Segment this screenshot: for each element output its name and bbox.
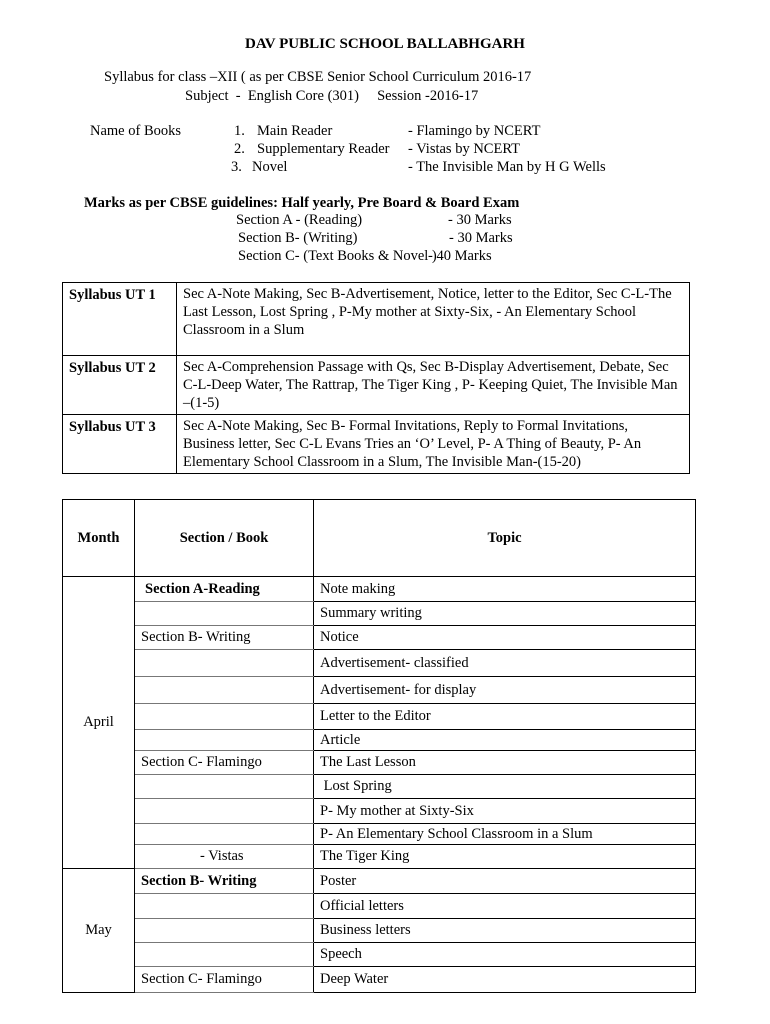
section-cell: Section B- Writing <box>135 869 314 894</box>
schedule-row <box>63 577 696 602</box>
topic-cell: Advertisement- for display <box>314 677 696 704</box>
topic-column-header: Topic <box>314 500 696 577</box>
topic-cell: The Last Lesson <box>314 751 696 775</box>
unit-test-topics: Sec A-Note Making, Sec B- Formal Invitations, Reply to Formal Invitations, Business letter, Sec C-L Evans Tries an ‘O’ Level, P- A Thing of Beauty, P- An Elementary School Classroom in a Slum, The Invisible Man-(15-20) <box>177 415 690 474</box>
marks-section-value: - 30 Marks <box>448 212 512 228</box>
syllabus-line: Syllabus for class –XII ( as per CBSE Senior School Curriculum 2016-17 <box>104 69 532 85</box>
unit-test-label: Syllabus UT 3 <box>63 415 177 474</box>
unit-test-row <box>63 283 690 356</box>
schedule-row <box>63 602 696 626</box>
section-cell <box>135 602 314 626</box>
books-label: Name of Books <box>90 123 182 139</box>
schedule-row <box>63 799 696 824</box>
section-cell <box>135 677 314 704</box>
topic-cell: Letter to the Editor <box>314 704 696 730</box>
marks-section-name: Section A - (Reading) <box>236 212 363 228</box>
topic-cell: Deep Water <box>314 967 696 993</box>
topic-cell: Summary writing <box>314 602 696 626</box>
topic-cell: Lost Spring <box>314 775 696 799</box>
schedule-row <box>63 869 696 894</box>
topic-cell: P- An Elementary School Classroom in a Slum <box>314 824 696 845</box>
unit-test-row <box>63 356 690 415</box>
unit-test-label: Syllabus UT 2 <box>63 356 177 415</box>
section-cell: Section C- Flamingo <box>135 751 314 775</box>
topic-cell: Poster <box>314 869 696 894</box>
section-cell <box>135 704 314 730</box>
book-detail: - The Invisible Man by H G Wells <box>408 159 606 175</box>
section-cell <box>135 824 314 845</box>
unit-test-label: Syllabus UT 1 <box>63 283 177 356</box>
topic-cell: Speech <box>314 943 696 967</box>
schedule-row <box>63 650 696 677</box>
section-cell <box>135 799 314 824</box>
book-number: 1. <box>234 123 245 139</box>
schedule-row <box>63 626 696 650</box>
schedule-row <box>63 751 696 775</box>
schedule-row <box>63 919 696 943</box>
topic-cell: Notice <box>314 626 696 650</box>
section-cell: Section A-Reading <box>135 577 314 602</box>
unit-test-topics: Sec A-Comprehension Passage with Qs, Sec B-Display Advertisement, Debate, Sec C-L-Deep Water, The Rattrap, The Tiger King , P- Keeping Quiet, The Invisible Man –(1-5) <box>177 356 690 415</box>
section-cell <box>135 919 314 943</box>
unit-test-row <box>63 415 690 474</box>
school-title: DAV PUBLIC SCHOOL BALLABHGARH <box>245 36 525 52</box>
unit-test-syllabus-table <box>62 282 690 474</box>
book-number: 2. <box>234 141 245 157</box>
subject-line: Subject - English Core (301) Session -2016-17 <box>185 88 479 104</box>
marks-section-value: - 40 Marks <box>428 248 492 264</box>
topic-cell: Article <box>314 730 696 751</box>
schedule-row <box>63 775 696 799</box>
topic-cell: Business letters <box>314 919 696 943</box>
schedule-row <box>63 845 696 869</box>
marks-section-value: - 30 Marks <box>449 230 513 246</box>
topic-cell: The Tiger King <box>314 845 696 869</box>
unit-test-topics: Sec A-Note Making, Sec B-Advertisement, Notice, letter to the Editor, Sec C-L-The Last Lesson, Lost Spring , P-My mother at Sixty-Six, - An Elementary School Classroom in a Slum <box>177 283 690 356</box>
section-cell <box>135 730 314 751</box>
section-cell: Section B- Writing <box>135 626 314 650</box>
topic-cell: Note making <box>314 577 696 602</box>
month-column-header: Month <box>63 500 135 577</box>
monthly-schedule-table <box>62 499 696 993</box>
month-cell-april: April <box>63 577 135 869</box>
topic-cell: P- My mother at Sixty-Six <box>314 799 696 824</box>
schedule-row <box>63 730 696 751</box>
schedule-row <box>63 704 696 730</box>
section-cell: Section C- Flamingo <box>135 967 314 993</box>
schedule-row <box>63 967 696 993</box>
section-cell <box>135 650 314 677</box>
schedule-header-row <box>63 500 696 577</box>
book-name: Supplementary Reader <box>257 141 390 157</box>
section-cell <box>135 775 314 799</box>
section-cell: - Vistas <box>135 845 314 869</box>
schedule-row <box>63 943 696 967</box>
marks-section-name: Section B- (Writing) <box>238 230 358 246</box>
topic-cell: Advertisement- classified <box>314 650 696 677</box>
schedule-row <box>63 677 696 704</box>
section-cell <box>135 943 314 967</box>
marks-section-name: Section C- (Text Books & Novel ) <box>238 248 437 264</box>
book-name: Novel <box>252 159 288 175</box>
book-detail: - Vistas by NCERT <box>408 141 520 157</box>
topic-cell: Official letters <box>314 894 696 919</box>
book-number: 3. <box>231 159 242 175</box>
section-cell <box>135 894 314 919</box>
section-column-header: Section / Book <box>135 500 314 577</box>
book-detail: - Flamingo by NCERT <box>408 123 541 139</box>
month-cell-may: May <box>63 869 135 993</box>
schedule-row <box>63 824 696 845</box>
book-name: Main Reader <box>257 123 333 139</box>
schedule-row <box>63 894 696 919</box>
marks-heading: Marks as per CBSE guidelines: Half yearly, Pre Board & Board Exam <box>84 195 520 211</box>
